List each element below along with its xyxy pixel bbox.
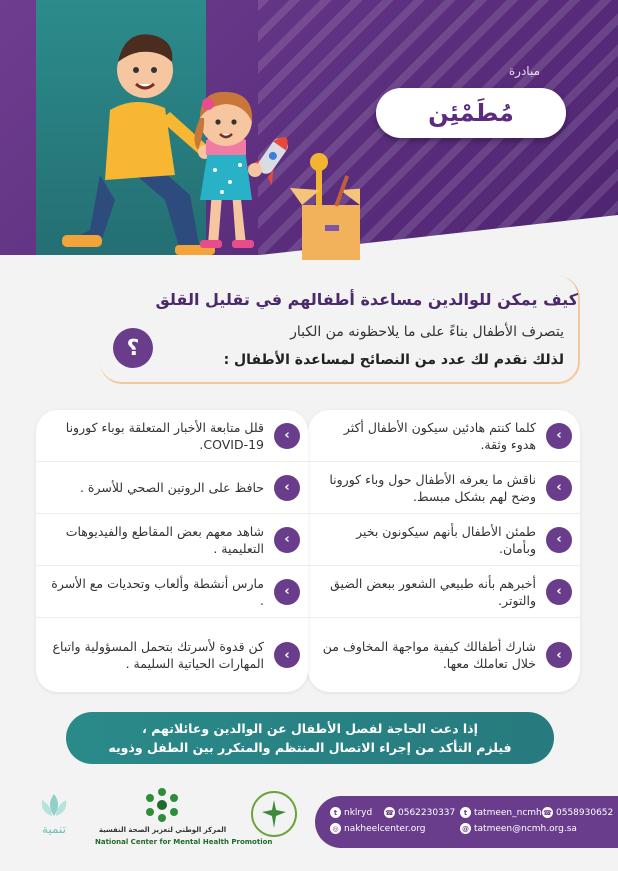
tip-item — [308, 410, 580, 462]
tanmia-name: تنمية — [42, 822, 66, 836]
twitter-icon: t — [330, 807, 341, 818]
tip-text: قلل متابعة الأخبار المتعلقة بوباء كورونا COVID-19. — [65, 419, 264, 452]
contact-bar — [315, 796, 618, 848]
globe-icon: ◎ — [330, 823, 341, 834]
tip-text: طمئن الأطفال بأنهم سيكونون بخير وبأمان. — [356, 523, 536, 556]
twitter-icon: t — [460, 807, 471, 818]
chevron-left-icon: ‹ — [546, 527, 572, 553]
ncmh-name-ar: المركز الوطني لتعزيز الصحة النفسية — [98, 826, 227, 834]
tip-item — [308, 462, 580, 514]
chevron-left-icon: ‹ — [274, 423, 300, 449]
question-mark-icon: ؟ — [113, 328, 153, 368]
banner-line-2: فيلزم التأكد من إجراء الاتصال المنتظم والمتكرر بين الطفل وذويه — [108, 740, 512, 755]
tip-text: أخبرهم بأنه طبيعي الشعور ببعض الضيق والتوتر. — [330, 575, 536, 608]
chevron-left-icon: ‹ — [546, 475, 572, 501]
email-contact-1[interactable]: @ tatmeen@ncmh.org.sa — [462, 823, 577, 834]
email-icon: @ — [462, 824, 469, 833]
tip-item — [308, 514, 580, 566]
tips-column-left — [36, 410, 308, 692]
tip-item — [308, 618, 580, 692]
tip-text: حافظ على الروتين الصحي للأسرة . — [79, 480, 264, 495]
question-intro: يتصرف الأطفال بناءً على ما يلاحظونه من الكبار — [290, 324, 564, 340]
nakheel-logo — [250, 790, 298, 838]
website-contact-2[interactable]: ◎ nakheelcenter.org — [330, 823, 425, 834]
tip-item — [308, 566, 580, 618]
brand-logo: مُطَمْئِن — [376, 88, 566, 138]
tip-item — [36, 514, 308, 566]
tip-text: كلما كنتم هادئين سيكون الأطفال أكثر هدوء وثقة. — [343, 419, 536, 452]
advice-banner — [66, 712, 554, 764]
ncmh-name-en: National Center for Mental Health Promotion — [95, 838, 273, 846]
ncmh-logo-icon — [140, 786, 184, 822]
tip-item — [36, 410, 308, 462]
chevron-left-icon: ‹ — [274, 642, 300, 668]
chevron-left-icon: ‹ — [274, 475, 300, 501]
tip-item — [36, 566, 308, 618]
phone-contact-1[interactable]: ☎ 0558930652 — [543, 807, 614, 818]
chevron-left-icon: ‹ — [546, 423, 572, 449]
tanmia-logo-icon — [32, 790, 76, 820]
tip-item — [36, 618, 308, 692]
question-title: كيف يمكن للوالدين مساعدة أطفالهم في تقليل القلق — [155, 290, 578, 309]
chevron-left-icon: ‹ — [546, 642, 572, 668]
question-lead: لذلك نقدم لك عدد من النصائح لمساعدة الأطفال : — [223, 352, 564, 368]
phone-icon: ☎ — [385, 808, 394, 817]
banner-line-1: إذا دعت الحاجة لفصل الأطفال عن الوالدين وعائلاتهم ، — [142, 721, 478, 736]
twitter-contact-2[interactable]: t nklryd — [330, 807, 372, 818]
tip-item — [36, 462, 308, 514]
tip-text: مارس أنشطة وألعاب وتحديات مع الأسرة . — [51, 575, 264, 608]
family-illustration — [40, 0, 360, 268]
tips-column-right — [308, 410, 580, 692]
chevron-left-icon: ‹ — [274, 579, 300, 605]
tip-text: شارك أطفالك كيفية مواجهة المخاوف من خلال تعاملك معها. — [322, 639, 536, 671]
chevron-left-icon: ‹ — [546, 579, 572, 605]
chevron-left-icon: ‹ — [274, 527, 300, 553]
phone-icon: ☎ — [543, 808, 552, 817]
twitter-contact-1[interactable]: t tatmeen_ncmh — [460, 807, 542, 818]
tip-text: ناقش ما يعرفه الأطفال حول وباء كورونا وضح لهم بشكل مبسط. — [329, 471, 536, 504]
phone-contact-2[interactable]: ☎ 0562230337 — [385, 807, 456, 818]
initiative-label: مبادرة — [508, 64, 540, 78]
tip-text: شاهد معهم بعض المقاطع والفيديوهات التعليمية . — [65, 523, 264, 556]
tip-text: كن قدوة لأسرتك بتحمل المسؤولية واتباع المهارات الحياتية السليمة . — [52, 639, 264, 671]
